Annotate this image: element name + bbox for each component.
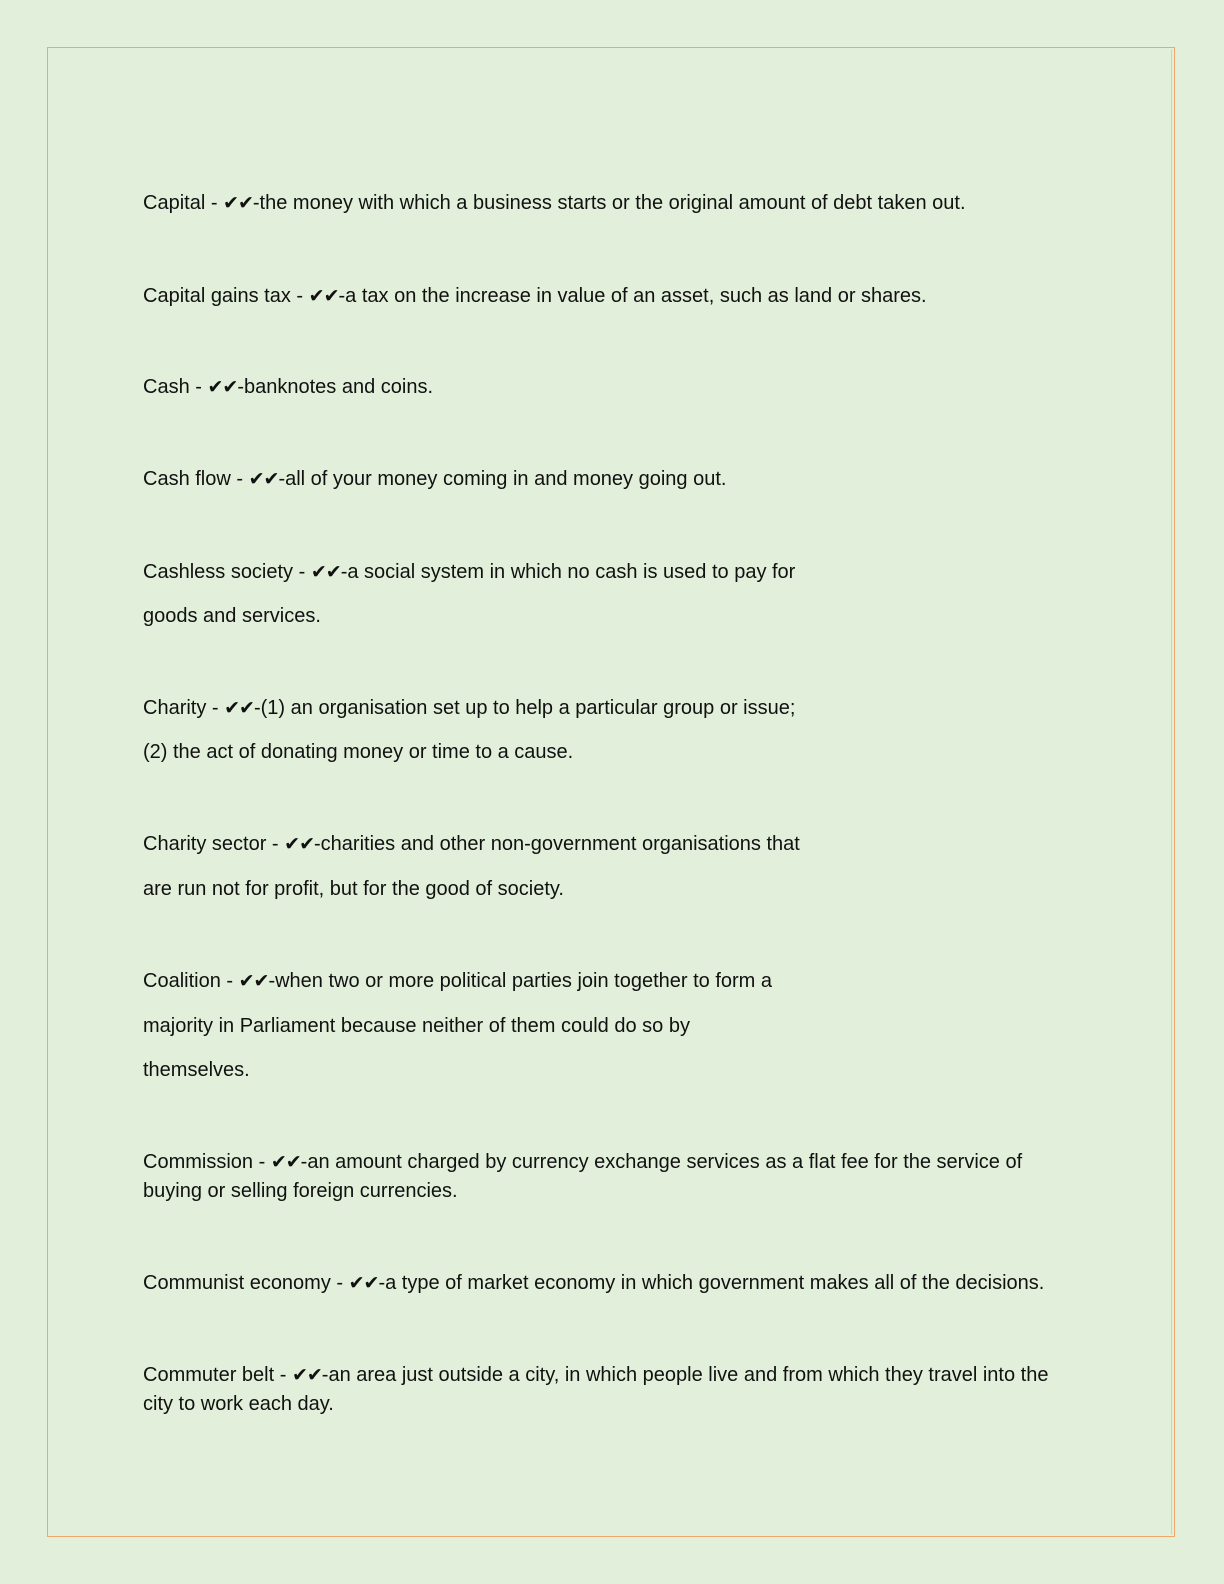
- separator: -: [220, 970, 239, 992]
- entry-charity-line-1: [143, 694, 795, 722]
- term: Cash: [143, 376, 190, 398]
- definition: -an area just outside a city, in which people live and from which they travel into the: [321, 1364, 1049, 1386]
- entry-commission-line-2: buying or selling foreign currencies.: [143, 1180, 458, 1202]
- double-check-icon: ✔✔: [291, 1364, 322, 1386]
- term: Charity sector: [143, 833, 267, 855]
- double-check-icon: ✔✔: [248, 468, 279, 490]
- definition: -(1) an organisation set up to help a particular group or issue;: [253, 697, 796, 719]
- separator: -: [230, 468, 249, 490]
- term: Charity: [143, 697, 207, 719]
- separator: -: [206, 697, 225, 719]
- definition: -banknotes and coins.: [237, 376, 434, 398]
- definition: -when two or more political parties join together to form a: [268, 970, 773, 992]
- double-check-icon: ✔✔: [348, 1272, 379, 1294]
- term: Communist economy: [143, 1272, 331, 1294]
- double-check-icon: ✔✔: [224, 697, 254, 719]
- definition: -an amount charged by currency exchange services as a flat fee for the service of: [300, 1151, 1023, 1173]
- entry-coalition-line-3: themselves.: [143, 1059, 250, 1081]
- definition: -all of your money coming in and money going out.: [278, 468, 727, 490]
- entry-charity-line-2: (2) the act of donating money or time to a cause.: [143, 741, 574, 763]
- separator: -: [205, 192, 224, 214]
- entry-commission-line-1: [143, 1148, 1022, 1176]
- separator: -: [266, 833, 285, 855]
- entry-cash-line-1: [143, 373, 433, 401]
- term: Commuter belt: [143, 1364, 275, 1386]
- term: Cash flow: [143, 468, 231, 490]
- double-check-icon: ✔✔: [207, 376, 238, 398]
- double-check-icon: ✔✔: [238, 970, 269, 992]
- entry-charity-sector-line-2: are run not for profit, but for the good of society.: [143, 878, 564, 900]
- double-check-icon: ✔✔: [308, 285, 339, 307]
- entry-commuter-belt-line-1: [143, 1361, 1048, 1389]
- page-border: [47, 47, 1175, 1537]
- definition: -the money with which a business starts or the original amount of debt taken out.: [252, 192, 966, 214]
- separator: -: [274, 1364, 292, 1386]
- entry-capital-line-1: [143, 189, 966, 217]
- entry-cash-flow-line-1: [143, 465, 726, 493]
- double-check-icon: ✔✔: [284, 833, 314, 855]
- definition: -a social system in which no cash is used to pay for: [340, 561, 796, 583]
- definition: -a tax on the increase in value of an asset, such as land or shares.: [338, 285, 927, 307]
- double-check-icon: ✔✔: [223, 192, 253, 214]
- term: Cashless society: [143, 561, 294, 583]
- definition: -a type of market economy in which government makes all of the decisions.: [378, 1272, 1045, 1294]
- separator: -: [189, 376, 208, 398]
- separator: -: [293, 561, 311, 583]
- entry-coalition-line-2: majority in Parliament because neither of them could do so by: [143, 1015, 690, 1037]
- term: Commission: [143, 1151, 254, 1173]
- separator: -: [290, 285, 309, 307]
- double-check-icon: ✔✔: [270, 1151, 301, 1173]
- entry-cashless-society-line-2: goods and services.: [143, 605, 321, 627]
- entry-cashless-society-line-1: [143, 558, 795, 586]
- separator: -: [330, 1272, 349, 1294]
- entry-coalition-line-1: [143, 967, 772, 995]
- entry-communist-economy-line-1: [143, 1269, 1044, 1297]
- term: Coalition: [143, 970, 221, 992]
- term: Capital: [143, 192, 206, 214]
- term: Capital gains tax: [143, 285, 291, 307]
- entry-charity-sector-line-1: [143, 830, 800, 858]
- entry-capital-gains-tax-line-1: [143, 282, 927, 310]
- definition: -charities and other non-government organisations that: [314, 833, 800, 855]
- separator: -: [253, 1151, 271, 1173]
- entry-commuter-belt-line-2: city to work each day.: [143, 1393, 334, 1415]
- double-check-icon: ✔✔: [310, 561, 341, 583]
